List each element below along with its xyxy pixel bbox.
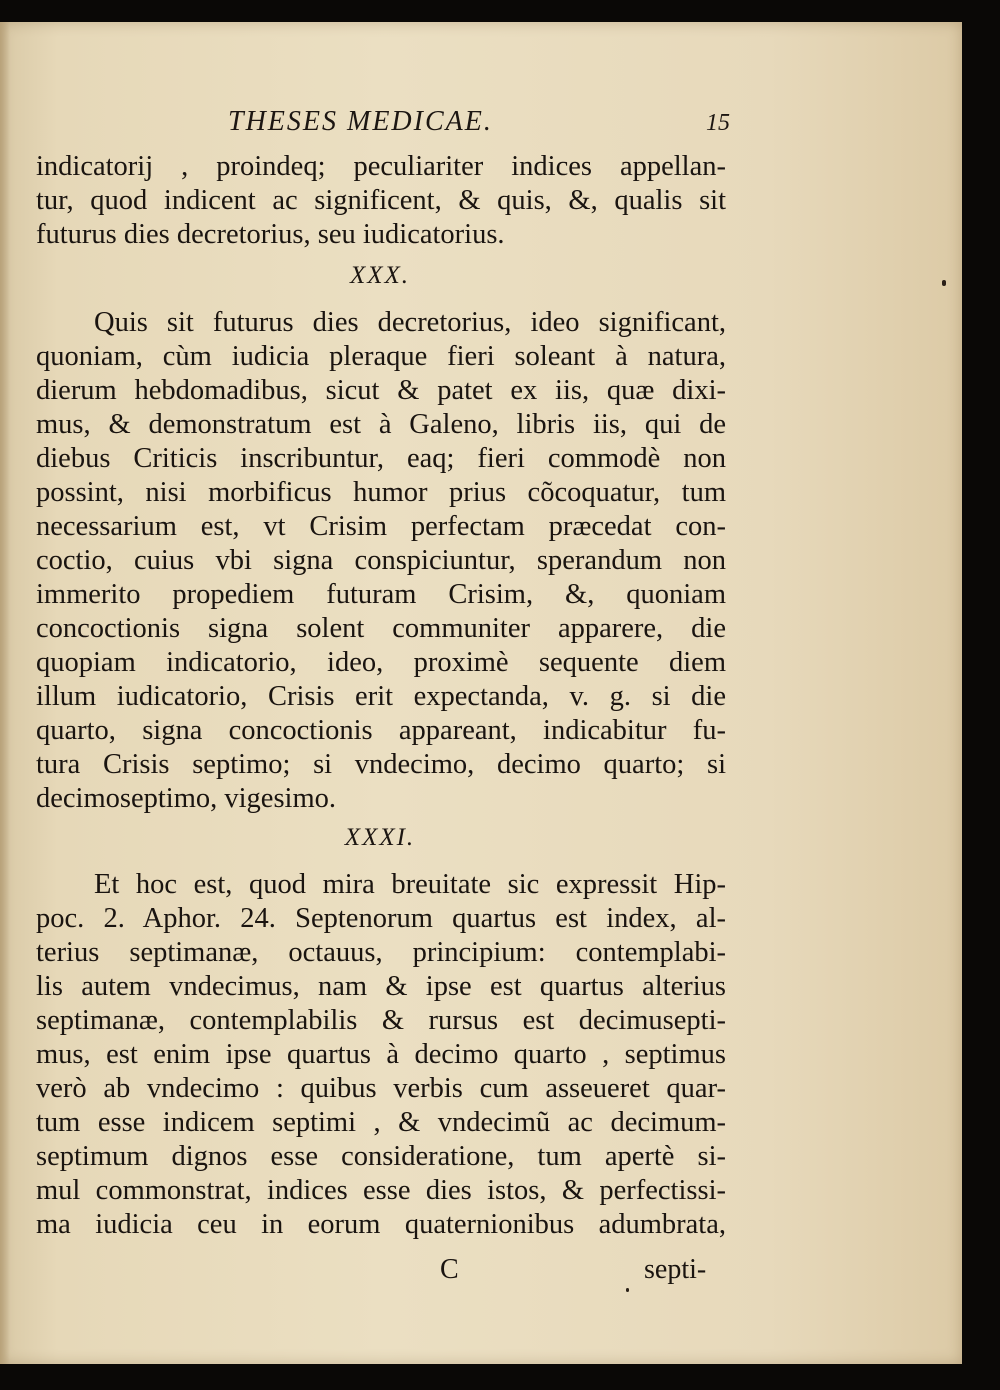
text-line: poc. 2. Aphor. 24. Septenorum quartus est index, al-	[36, 903, 726, 934]
text-line: quarto, signa concoctionis appareant, indicabitur fu-	[36, 715, 726, 746]
text-line: dierum hebdomadibus, sicut & patet ex iis, quæ dixi-	[36, 375, 726, 406]
running-title: THESES MEDICAE.	[228, 106, 493, 137]
text-line: verò ab vndecimo : quibus verbis cum asseueret quar-	[36, 1073, 726, 1104]
section-heading-xxx: XXX.	[349, 262, 411, 289]
text-line: Quis sit futurus dies decretorius, ideo significant,	[94, 307, 726, 338]
text-line: decimoseptimo, vigesimo.	[36, 783, 337, 814]
text-line: tur, quod indicent ac significent, & quis, &, qualis sit	[36, 185, 726, 216]
text-line: tura Crisis septimo; si vndecimo, decimo quarto; si	[36, 749, 726, 780]
catchword: septi-	[644, 1254, 707, 1285]
text-line: futurus dies decretorius, seu iudicatorius.	[36, 219, 505, 250]
text-line: indicatorij , proindeq; peculiariter indices appellan-	[36, 151, 726, 182]
text-line: mus, & demonstratum est à Galeno, libris iis, qui de	[36, 409, 726, 440]
text-line: illum iudicatorio, Crisis erit expectanda, v. g. si die	[36, 681, 726, 712]
text-line: mus, est enim ipse quartus à decimo quarto , septimus	[36, 1039, 726, 1070]
signature-mark: C	[440, 1254, 459, 1285]
page-number: 15	[706, 110, 730, 136]
text-line: Et hoc est, quod mira breuitate sic expressit Hip-	[94, 869, 726, 900]
text-line: ma iudicia ceu in eorum quaternionibus adumbrata,	[36, 1209, 726, 1240]
text-line: quoniam, cùm iudicia pleraque fieri soleant à natura,	[36, 341, 726, 372]
text-line: tum esse indicem septimi , & vndecimũ ac decimum-	[36, 1107, 726, 1138]
paper-speck	[626, 1288, 629, 1292]
section-heading-xxxi: XXXI.	[344, 824, 416, 851]
text-line: diebus Criticis inscribuntur, eaq; fieri commodè non	[36, 443, 726, 474]
text-line: terius septimanæ, octauus, principium: contemplabi-	[36, 937, 726, 968]
text-line: lis autem vndecimus, nam & ipse est quartus alterius	[36, 971, 726, 1002]
text-line: necessarium est, vt Crisim perfectam præcedat con-	[36, 511, 726, 542]
text-line: possint, nisi morbificus humor prius cõcoquatur, tum	[36, 477, 726, 508]
text-line: concoctionis signa solent communiter apparere, die	[36, 613, 726, 644]
text-line: septimum dignos esse consideratione, tum apertè si-	[36, 1141, 726, 1172]
paper-speck	[942, 280, 946, 286]
running-header	[228, 106, 748, 146]
text-line: coctio, cuius vbi signa conspiciuntur, sperandum non	[36, 545, 726, 576]
text-line: mul commonstrat, indices esse dies istos, & perfectissi-	[36, 1175, 726, 1206]
text-line: septimanæ, contemplabilis & rursus est decimusepti-	[36, 1005, 726, 1036]
page-gutter-shadow	[0, 22, 10, 1364]
book-page	[0, 22, 962, 1364]
text-line: quopiam indicatorio, ideo, proximè sequente diem	[36, 647, 726, 678]
text-line: immerito propediem futuram Crisim, &, quoniam	[36, 579, 726, 610]
